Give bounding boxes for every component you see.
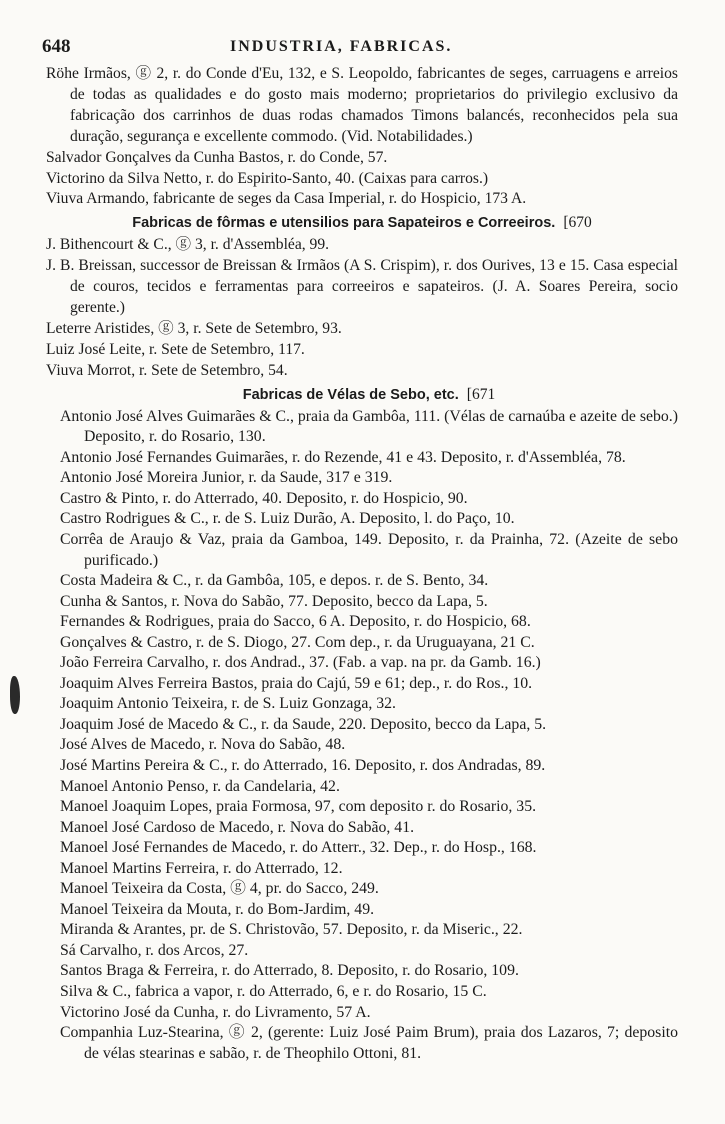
entry: Manoel Joaquim Lopes, praia Formosa, 97, com deposito r. do Rosario, 35. [60, 798, 537, 816]
entry: Corrêa de Araujo & Vaz, praia da Gamboa, 149. Deposito, r. da Prainha, 72. (Azeite de sebo purificado.) [60, 530, 678, 569]
entry: Companhia Luz-Stearina, ⓖ 2, (gerente: Luiz José Paim Brum), praia dos Lazaros, 7; deposito de vélas stearinas e sabão, r. de Theophilo Ottoni, 81. [60, 1024, 678, 1062]
entry: Silva & C., fabrica a vapor, r. do Atterrado, 6, e r. do Rosario, 15 C. [60, 983, 487, 1000]
entry: Castro & Pinto, r. do Atterrado, 40. Deposito, r. do Hospicio, 90. [60, 489, 468, 507]
entry: Sá Carvalho, r. dos Arcos, 27. [60, 941, 249, 959]
entry: Gonçalves & Castro, r. de S. Diogo, 27. Com dep., r. da Uruguayana, 21 C. [60, 633, 535, 651]
page-number: 648 [42, 36, 71, 57]
entry: Manoel Martins Ferreira, r. do Atterrado, 12. [60, 859, 343, 877]
entry: J. Bithencourt & C., ⓖ 3, r. d'Assembléa, 99. [46, 236, 330, 254]
entry: Viuva Armando, fabricante de seges da Casa Imperial, r. do Hospicio, 173 A. [46, 190, 527, 208]
section-number: [671 [466, 385, 496, 403]
entry: Joaquim José de Macedo & C., r. da Saude, 220. Deposito, becco da Lapa, 5. [60, 715, 547, 733]
entry: Manoel José Fernandes de Macedo, r. do Atterr., 32. Dep., r. do Hosp., 168. [60, 839, 537, 857]
section-title: Fabricas de Vélas de Sebo, etc. [242, 386, 459, 403]
entry: Manoel Teixeira da Mouta, r. do Bom-Jardim, 49. [60, 900, 375, 918]
section-heading [60, 383, 678, 407]
entry: Costa Madeira & C., r. da Gambôa, 105, e depos. r. de S. Bento, 34. [60, 572, 489, 590]
entry: Röhe Irmãos, ⓖ 2, r. do Conde d'Eu, 132, e S. Leopoldo, fabricantes de seges, carruagens e arreios de todas as qualidades e do gosto mais moderno; proprietarios do privilegio exclusivo da fabricação dos carrinhos de duas rodas chamados Timons balancés, reconhecidos pela sua duração, segurança e excellente commodo. (Vid. Notabilidades.) [46, 65, 678, 145]
entry: João Ferreira Carvalho, r. dos Andrad., 37. (Fab. a vap. na pr. da Gamb. 16.) [60, 654, 541, 672]
entry: Victorino José da Cunha, r. do Livramento, 57 A. [60, 1003, 371, 1021]
entry: Manoel José Cardoso de Macedo, r. Nova do Sabão, 41. [60, 818, 415, 836]
entry: Miranda & Arantes, pr. de S. Christovão, 57. Deposito, r. da Miseric., 22. [60, 921, 523, 939]
entry: Cunha & Santos, r. Nova do Sabão, 77. Deposito, becco da Lapa, 5. [60, 592, 488, 610]
entry: Viuva Morrot, r. Sete de Setembro, 54. [46, 361, 288, 379]
entry: Joaquim Alves Ferreira Bastos, praia do Cajú, 59 e 61; dep., r. do Ros., 10. [60, 674, 533, 692]
entry: Victorino da Silva Netto, r. do Espirito-Santo, 40. (Caixas para carros.) [46, 169, 489, 187]
entry: J. B. Breissan, successor de Breissan & Irmãos (A S. Crispim), r. dos Ourives, 13 e 15. Casa especial de couros, tecidos e ferramentas para correeiros e sapateiros. (J. A. Soares Pereira, socio gerente.) [46, 257, 678, 317]
section-title: Fabricas de fôrmas e utensilios para Sapateiros e Correeiros. [132, 215, 556, 232]
entry: Fernandes & Rodrigues, praia do Sacco, 6 A. Deposito, r. do Hospicio, 68. [60, 613, 531, 631]
page-body [46, 64, 678, 1064]
entry: Salvador Gonçalves da Cunha Bastos, r. do Conde, 57. [46, 148, 388, 166]
entry: Antonio José Alves Guimarães & C., praia da Gambôa, 111. (Vélas de carnaúba e azeite de sebo.) Deposito, r. do Rosario, 130. [60, 407, 678, 446]
entry: Antonio José Moreira Junior, r. da Saude, 317 e 319. [60, 469, 393, 487]
running-title: INDUSTRIA, FABRICAS. [230, 38, 453, 55]
section-shoemakers [46, 211, 678, 381]
page-header [42, 36, 682, 60]
entry: José Martins Pereira & C., r. do Atterrado, 16. Deposito, r. dos Andradas, 89. [60, 756, 546, 774]
entry: Santos Braga & Ferreira, r. do Atterrado, 8. Deposito, r. do Rosario, 109. [60, 962, 519, 980]
entry: Castro Rodrigues & C., r. de S. Luiz Durão, A. Deposito, l. do Paço, 10. [60, 510, 515, 528]
entry: Joaquim Antonio Teixeira, r. de S. Luiz Gonzaga, 32. [60, 695, 396, 713]
entry: Antonio José Fernandes Guimarães, r. do Rezende, 41 e 43. Deposito, r. d'Assembléa, 78. [60, 448, 626, 466]
entry: Leterre Aristides, ⓖ 3, r. Sete de Setembro, 93. [46, 319, 342, 337]
entry: José Alves de Macedo, r. Nova do Sabão, 48. [60, 736, 346, 754]
section-number: [670 [563, 214, 592, 232]
entry: Manoel Teixeira da Costa, ⓖ 4, pr. do Sacco, 249. [60, 880, 379, 898]
entry: Luiz José Leite, r. Sete de Setembro, 117. [46, 340, 305, 358]
section-heading [46, 211, 678, 235]
section-carriages [46, 64, 678, 210]
section-candles [60, 383, 678, 1065]
entry: Manoel Antonio Penso, r. da Candelaria, 42. [60, 777, 340, 795]
ink-blot [10, 676, 20, 714]
